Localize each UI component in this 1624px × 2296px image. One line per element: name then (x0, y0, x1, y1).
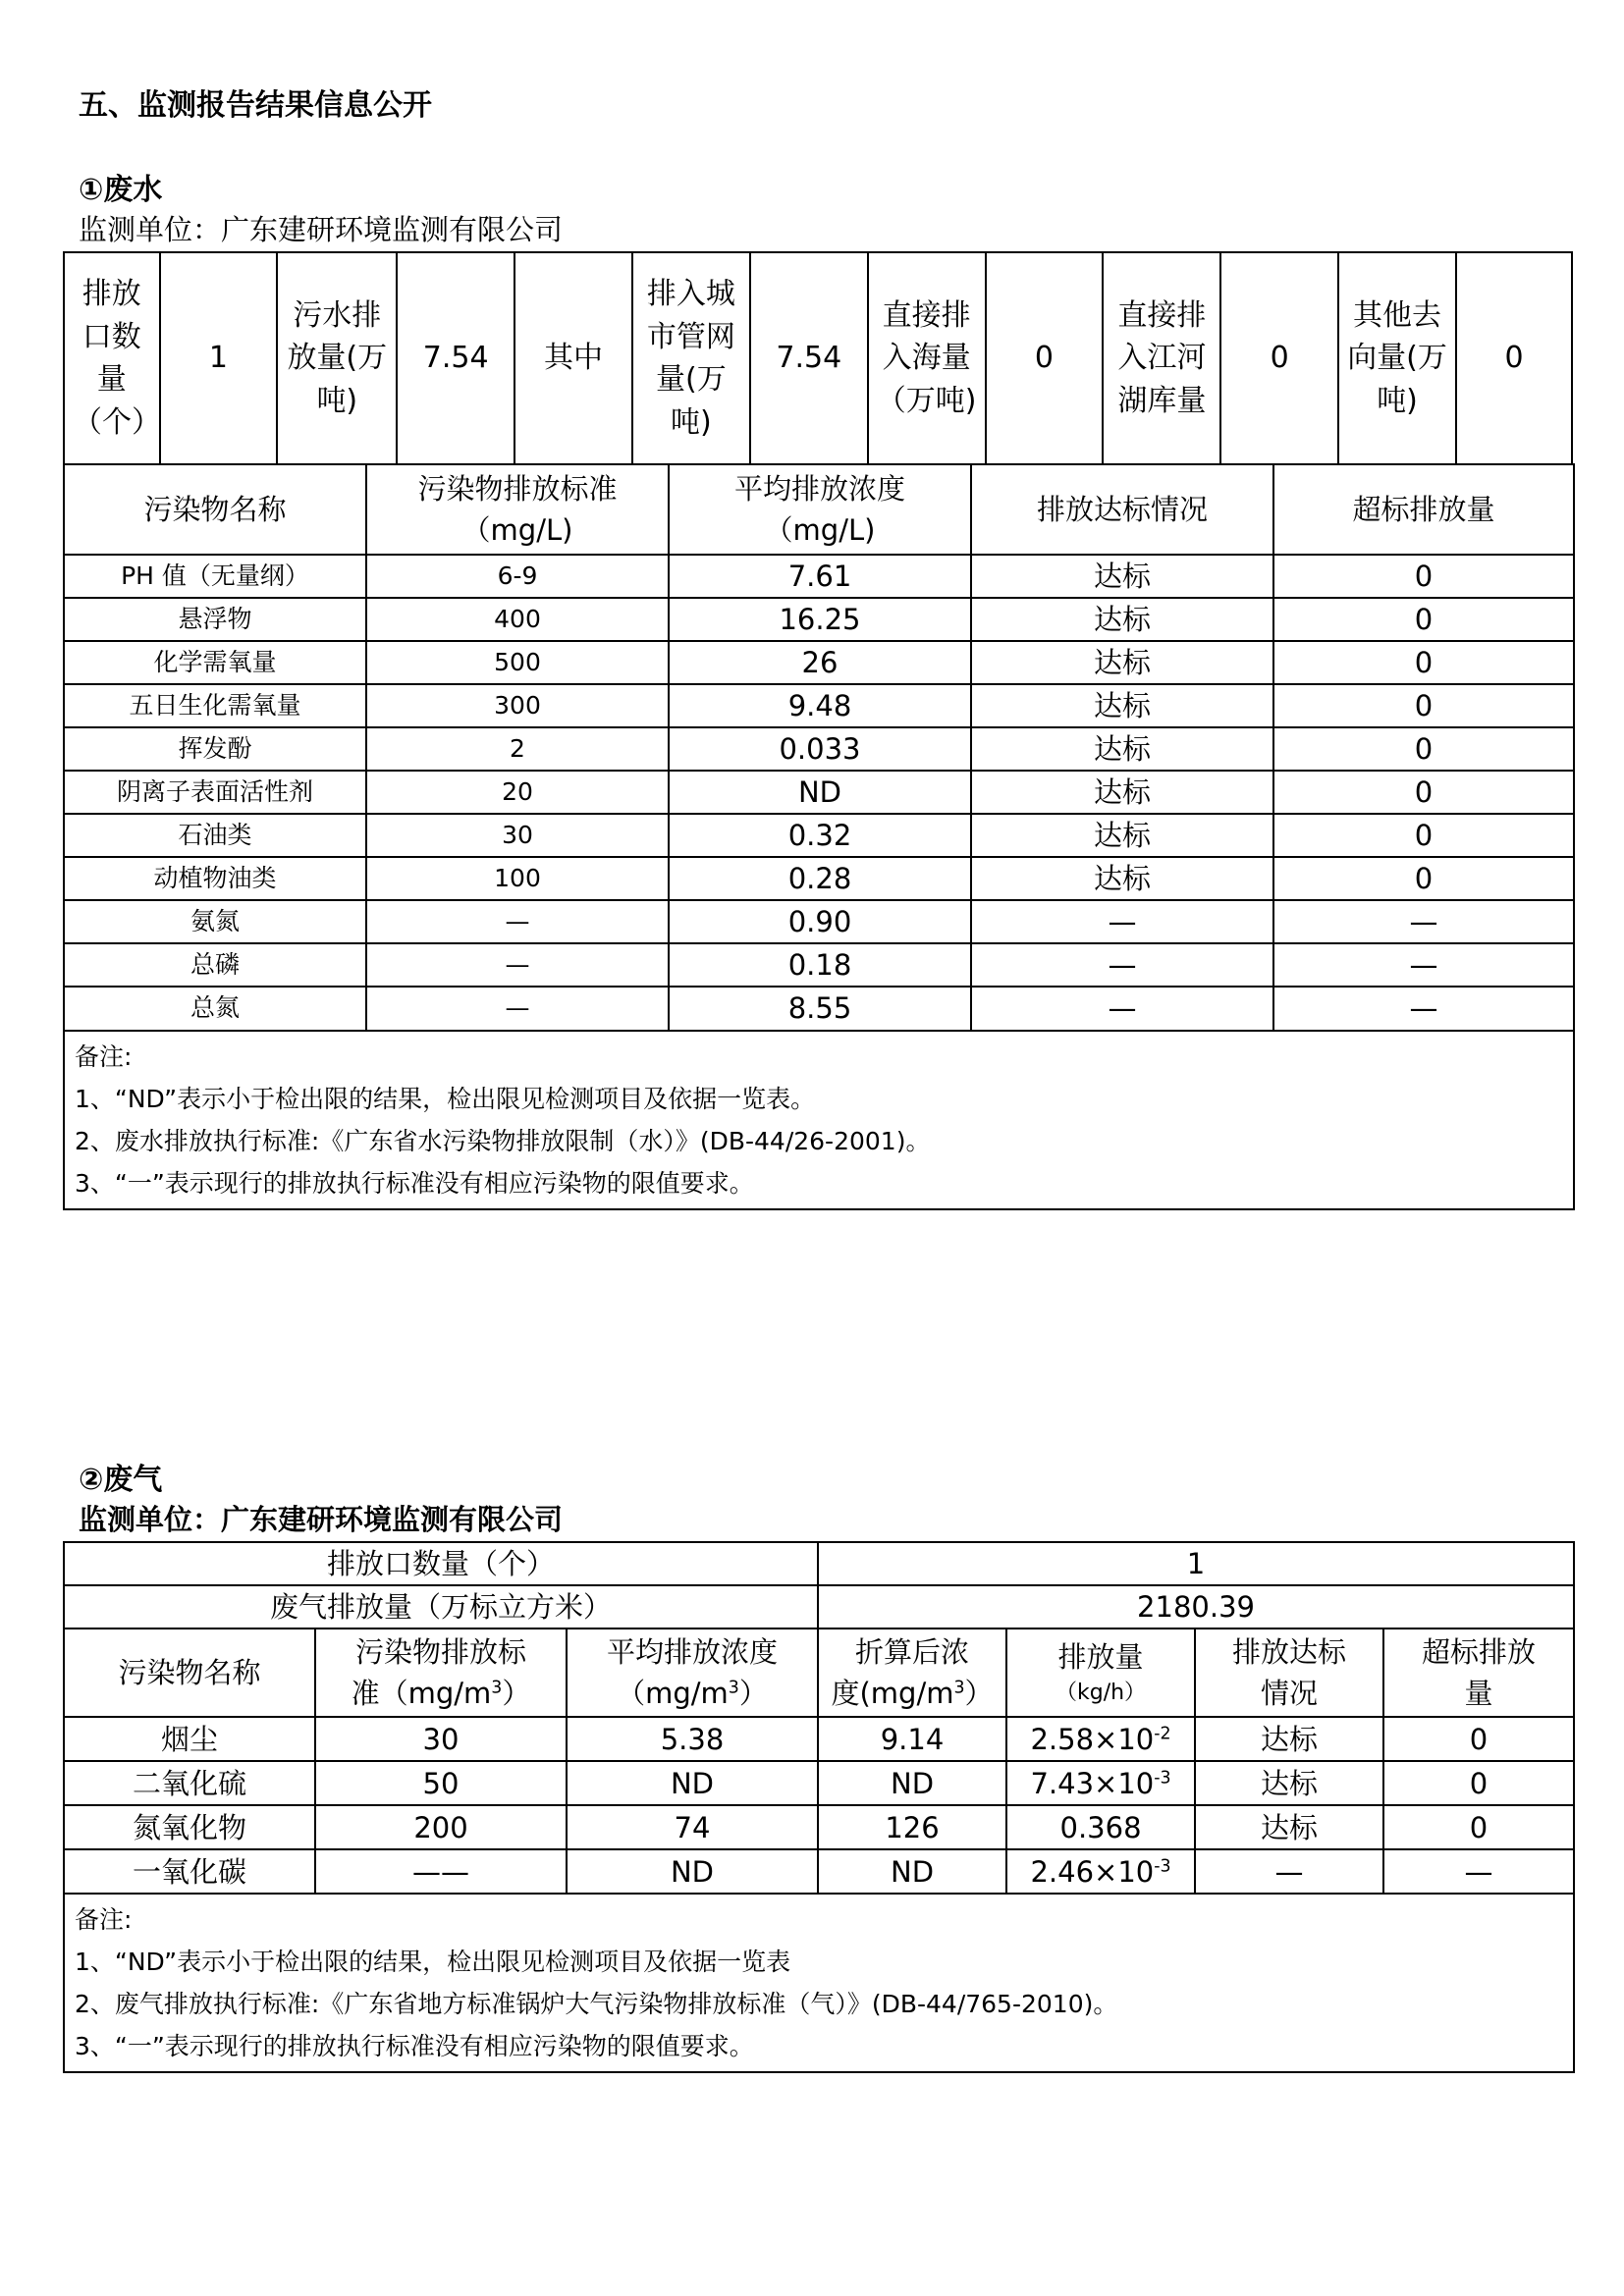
water-cell-name: 化学需氧量 (64, 641, 366, 684)
water-note-2: 2、废水排放执行标准:《广东省水污染物排放限制（水）》(DB-44/26-2001)。 (75, 1126, 931, 1155)
water-cell-compliance: — (971, 943, 1273, 987)
water-note-3: 3、“一”表示现行的排放执行标准没有相应污染物的限值要求。 (75, 1168, 754, 1198)
city-pipe-label: 排入城市管网量(万吨) (632, 252, 750, 464)
gas-header-compliance-line2: 情况 (1261, 1677, 1319, 1711)
water-cell-name: 总氮 (64, 987, 366, 1030)
water-cell-compliance: — (971, 900, 1273, 943)
gas-header-average-line2: $(mg/m^3)$ (617, 1677, 768, 1711)
gas-cell-conv: ND (818, 1761, 1006, 1805)
river-discharge-label: 直接排入江河湖库量 (1103, 252, 1220, 464)
gas-cell-avg: ND (567, 1849, 818, 1894)
water-row (64, 900, 1574, 943)
gas-cell-std: 200 (315, 1805, 567, 1849)
water-cell-average: 0.32 (669, 814, 971, 857)
page-heading: 五、监测报告结果信息公开 (79, 88, 432, 123)
gas-header-rate-line1: 排放量 (1057, 1640, 1144, 1675)
water-header-standard: 污染物排放标准（mg/L) (366, 464, 669, 555)
gas-table (63, 1541, 1575, 2073)
gas-header-compliance (1195, 1629, 1383, 1717)
water-cell-excess: 0 (1273, 641, 1574, 684)
water-cell-average: 9.48 (669, 684, 971, 727)
gas-note-2: 2、废气排放执行标准:《广东省地方标准锅炉大气污染物排放标准（气）》(DB-44/765-2010)。 (75, 1990, 1118, 2019)
water-cell-standard: 6-9 (366, 555, 669, 598)
water-cell-standard: 20 (366, 771, 669, 814)
water-cell-compliance: 达标 (971, 684, 1273, 727)
water-cell-compliance: 达标 (971, 814, 1273, 857)
gas-header-converted-line1: 折算后浓 (855, 1635, 970, 1670)
gas-header-converted (818, 1629, 1006, 1717)
gas-cell-ok: 达标 (1195, 1805, 1383, 1849)
gas-header-standard-line1: 污染物排放标 (354, 1635, 526, 1670)
water-cell-standard: 400 (366, 598, 669, 641)
water-pollutant-table (63, 463, 1575, 1210)
water-cell-excess: 0 (1273, 555, 1574, 598)
city-pipe-value: 7.54 (750, 252, 868, 464)
gas-header-standard (315, 1629, 567, 1717)
water-row (64, 727, 1574, 771)
water-cell-name: 悬浮物 (64, 598, 366, 641)
water-row (64, 987, 1574, 1030)
gas-row (64, 1805, 1574, 1849)
water-cell-average: 8.55 (669, 987, 971, 1030)
gas-cell-name: 氮氧化物 (64, 1805, 315, 1849)
water-cell-excess: 0 (1273, 814, 1574, 857)
water-cell-compliance: 达标 (971, 555, 1273, 598)
water-cell-excess: — (1273, 943, 1574, 987)
water-header-excess: 超标排放量 (1273, 464, 1574, 555)
sea-discharge-label: 直接排入海量（万吨) (868, 252, 986, 464)
water-cell-compliance: 达标 (971, 641, 1273, 684)
water-cell-excess: — (1273, 987, 1574, 1030)
water-header-compliance: 排放达标情况 (971, 464, 1273, 555)
gas-cell-std: —— (315, 1849, 567, 1894)
water-cell-average: 0.033 (669, 727, 971, 771)
gas-cell-over: 0 (1383, 1761, 1574, 1805)
gas-cell-name: 一氧化碳 (64, 1849, 315, 1894)
gas-header-average (567, 1629, 818, 1717)
gas-cell-conv: 126 (818, 1805, 1006, 1849)
water-row (64, 641, 1574, 684)
water-cell-compliance: 达标 (971, 727, 1273, 771)
gas-row (64, 1761, 1574, 1805)
water-cell-standard: 30 (366, 814, 669, 857)
water-cell-standard: 100 (366, 857, 669, 900)
water-cell-excess: — (1273, 900, 1574, 943)
outlet-count-label: 排放口数量（个） (64, 252, 160, 464)
gas-volume-value: 2180.39 (818, 1585, 1574, 1629)
sea-discharge-value: 0 (986, 252, 1104, 464)
wastewater-discharge-label: 污水排放量(万吨) (277, 252, 397, 464)
gas-cell-name: 烟尘 (64, 1717, 315, 1761)
gas-row (64, 1849, 1574, 1894)
water-row (64, 943, 1574, 987)
water-header-name: 污染物名称 (64, 464, 366, 555)
gas-section-title: ②废气 (79, 1463, 163, 1497)
gas-cell-over: — (1383, 1849, 1574, 1894)
gas-cell-over: 0 (1383, 1805, 1574, 1849)
water-row (64, 771, 1574, 814)
water-cell-average: 0.90 (669, 900, 971, 943)
water-cell-standard: 2 (366, 727, 669, 771)
gas-note-3: 3、“一”表示现行的排放执行标准没有相应污染物的限值要求。 (75, 2032, 754, 2061)
water-cell-compliance: — (971, 987, 1273, 1030)
gas-cell-name: 二氧化硫 (64, 1761, 315, 1805)
gas-cell-rate: $2.46\times 10^{-3}$ (1006, 1849, 1195, 1894)
gas-header-converted-line2: 度$(mg/m^3)$ (831, 1677, 994, 1711)
gas-cell-avg: 74 (567, 1805, 818, 1849)
water-rows (64, 555, 1574, 1031)
water-cell-name: 石油类 (64, 814, 366, 857)
water-note-0: 备注: (75, 1041, 133, 1071)
gas-notes (64, 1894, 1574, 2072)
water-note-1: 1、“ND”表示小于检出限的结果，检出限见检测项目及依据一览表。 (75, 1084, 816, 1113)
water-cell-compliance: 达标 (971, 771, 1273, 814)
gas-cell-rate: 0.368 (1006, 1805, 1195, 1849)
gas-outlet-count-value: 1 (818, 1542, 1574, 1585)
water-row (64, 814, 1574, 857)
gas-cell-ok: 达标 (1195, 1717, 1383, 1761)
water-cell-name: 氨氮 (64, 900, 366, 943)
water-cell-excess: 0 (1273, 771, 1574, 814)
gas-header-rate-line2: （kg/h） (1055, 1681, 1147, 1706)
gas-cell-std: 30 (315, 1717, 567, 1761)
water-cell-name: PH 值（无量纲） (64, 555, 366, 598)
gas-cell-avg: ND (567, 1761, 818, 1805)
gas-header-rate (1006, 1629, 1195, 1717)
water-cell-average: ND (669, 771, 971, 814)
gas-cell-rate: $7.43\times 10^{-3}$ (1006, 1761, 1195, 1805)
gas-cell-rate: $2.58\times 10^{-2}$ (1006, 1717, 1195, 1761)
water-cell-name: 挥发酚 (64, 727, 366, 771)
gas-cell-ok: — (1195, 1849, 1383, 1894)
water-cell-average: 0.28 (669, 857, 971, 900)
water-cell-standard: — (366, 943, 669, 987)
gas-note-0: 备注: (75, 1905, 133, 1935)
gas-header-excess-line2: 量 (1464, 1677, 1493, 1711)
gas-header-name: 污染物名称 (64, 1629, 315, 1717)
water-monitoring-unit: 监测单位：广东建研环境监测有限公司 (79, 213, 564, 246)
gas-volume-label: 废气排放量（万标立方米） (64, 1585, 818, 1629)
gas-note-1: 1、“ND”表示小于检出限的结果，检出限见检测项目及依据一览表 (75, 1948, 791, 1977)
other-discharge-value: 0 (1456, 252, 1572, 464)
gas-rows (64, 1717, 1574, 1894)
water-row (64, 684, 1574, 727)
water-cell-name: 五日生化需氧量 (64, 684, 366, 727)
water-cell-standard: 500 (366, 641, 669, 684)
outlet-count-value: 1 (160, 252, 278, 464)
water-cell-compliance: 达标 (971, 598, 1273, 641)
gas-header-average-line1: 平均排放浓度 (607, 1635, 779, 1670)
water-row (64, 598, 1574, 641)
gas-cell-conv: ND (818, 1849, 1006, 1894)
gas-cell-avg: 5.38 (567, 1717, 818, 1761)
water-cell-standard: 300 (366, 684, 669, 727)
water-cell-standard: — (366, 987, 669, 1030)
water-cell-name: 阴离子表面活性剂 (64, 771, 366, 814)
water-cell-standard: — (366, 900, 669, 943)
wastewater-discharge-value: 7.54 (397, 252, 514, 464)
water-cell-average: 0.18 (669, 943, 971, 987)
gas-monitoring-unit: 监测单位：广东建研环境监测有限公司 (79, 1503, 564, 1536)
water-cell-excess: 0 (1273, 684, 1574, 727)
water-row (64, 555, 1574, 598)
gas-header-standard-line2: 准$(mg/m^3)$ (351, 1677, 531, 1711)
gas-row (64, 1717, 1574, 1761)
gas-header-compliance-line1: 排放达标 (1232, 1635, 1347, 1670)
gas-cell-conv: 9.14 (818, 1717, 1006, 1761)
water-cell-average: 7.61 (669, 555, 971, 598)
of-which-label: 其中 (514, 252, 632, 464)
river-discharge-value: 0 (1220, 252, 1338, 464)
water-cell-excess: 0 (1273, 727, 1574, 771)
gas-header-excess-line1: 超标排放 (1422, 1635, 1537, 1670)
water-header-average: 平均排放浓度（mg/L) (669, 464, 971, 555)
water-cell-excess: 0 (1273, 598, 1574, 641)
water-section-title: ①废水 (79, 173, 163, 207)
water-notes (64, 1031, 1574, 1209)
water-row (64, 857, 1574, 900)
gas-cell-ok: 达标 (1195, 1761, 1383, 1805)
water-cell-name: 总磷 (64, 943, 366, 987)
other-discharge-label: 其他去向量(万吨) (1338, 252, 1456, 464)
gas-outlet-count-label: 排放口数量（个） (64, 1542, 818, 1585)
water-cell-name: 动植物油类 (64, 857, 366, 900)
water-cell-excess: 0 (1273, 857, 1574, 900)
gas-header-excess (1383, 1629, 1574, 1717)
water-cell-average: 16.25 (669, 598, 971, 641)
water-cell-compliance: 达标 (971, 857, 1273, 900)
water-summary-table (63, 251, 1573, 465)
gas-cell-over: 0 (1383, 1717, 1574, 1761)
water-cell-average: 26 (669, 641, 971, 684)
gas-cell-std: 50 (315, 1761, 567, 1805)
